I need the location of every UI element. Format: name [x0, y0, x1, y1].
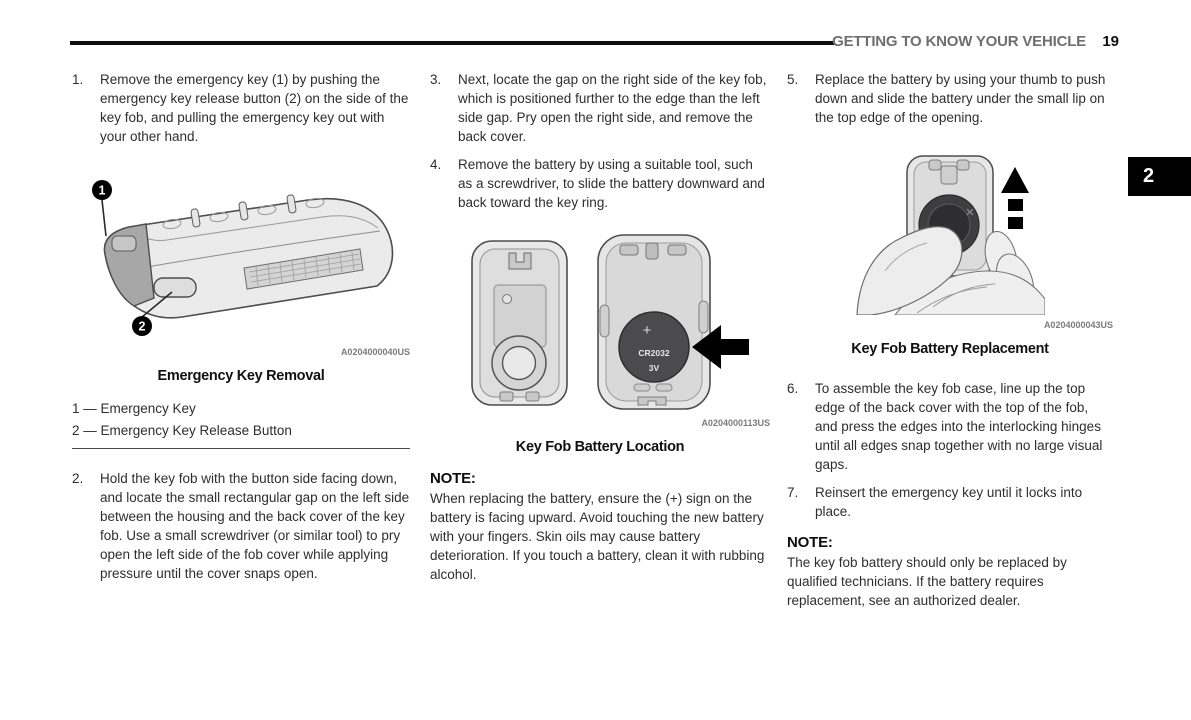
- list-item-7: [787, 483, 1113, 521]
- item-text: Replace the battery by using your thumb to push down and slide the battery under the small lip on the top edge of the opening.: [815, 72, 1106, 125]
- legend-item: 1 — Emergency Key: [72, 401, 196, 416]
- list-item-1: [72, 70, 410, 146]
- list-item-2: [72, 469, 410, 583]
- figure-caption: Emergency Key Removal: [157, 368, 325, 384]
- figure-code: A0204000043US: [1043, 320, 1113, 330]
- item-text: Next, locate the gap on the right side of the key fob, which is positioned further to the edge than the left side gap. Pry open the right side, and remove the back cover.: [458, 72, 767, 144]
- item-number: 2.: [72, 471, 84, 486]
- column-center: [430, 70, 770, 584]
- chapter-tab-number: 2: [1143, 165, 1155, 187]
- figure-code: A0204000040US: [340, 347, 410, 357]
- note-text: When replacing the battery, ensure the (+) sign on the battery is facing upward. Avoid touching the new battery with your fingers. Skin oils may cause battery deterioration. If you touch a battery, clean it with rubbing alcohol.: [430, 491, 765, 582]
- header-rule: [70, 41, 835, 45]
- figure-battery-replacement: [787, 153, 1113, 359]
- figure-code: A0204000113US: [701, 418, 770, 428]
- item-text: Remove the battery by using a suitable tool, such as a screwdriver, to slide the battery downward and back toward the key ring.: [458, 157, 765, 210]
- battery-voltage-label: 3V: [648, 363, 660, 373]
- item-number: 5.: [787, 72, 799, 87]
- item-text: Hold the key fob with the button side facing down, and locate the small rectangular gap on the left side between the housing and the back cover of the key fob. Use a small screwdriver (or similar tool) to pry open the left side of the fob cover while applying pressure until the cover snaps open.: [100, 471, 410, 581]
- list-item-5: [787, 70, 1113, 127]
- legend-item: 2 — Emergency Key Release Button: [72, 423, 292, 438]
- figure-caption: Key Fob Battery Location: [515, 439, 685, 455]
- item-text: Remove the emergency key (1) by pushing the emergency key release button (2) on the side of the key fob, and pulling the emergency key out with your other hand.: [100, 72, 409, 144]
- callout-2-number: 2: [138, 319, 146, 334]
- item-text: Reinsert the emergency key until it locks into place.: [815, 485, 1083, 519]
- list-item-6: [787, 379, 1113, 474]
- note-text: The key fob battery should only be replaced by qualified technicians. If the battery requires replacement, see an authorized dealer.: [787, 555, 1067, 608]
- slide-up-arrow-icon: [1001, 167, 1029, 229]
- list-item-4: [430, 155, 770, 212]
- callout-1-number: 1: [98, 183, 106, 198]
- header-chapter-title: GETTING TO KNOW YOUR VEHICLE: [832, 33, 1086, 50]
- figure-emergency-key-removal: [72, 176, 410, 386]
- figure-battery-location: [430, 229, 770, 457]
- item-number: 7.: [787, 485, 799, 500]
- battery-plus-label: +: [642, 322, 652, 339]
- callout-1-leader: [102, 200, 106, 236]
- note-label: NOTE:: [430, 470, 476, 487]
- item-number: 3.: [430, 72, 442, 87]
- chapter-tab: [1128, 157, 1191, 196]
- item-number: 1.: [72, 72, 84, 87]
- item-number: 4.: [430, 157, 442, 172]
- battery-model-label: CR2032: [638, 348, 670, 358]
- column-left: [72, 70, 410, 592]
- list-item-3: [430, 70, 770, 146]
- column-right: [787, 70, 1113, 610]
- figure-caption: Key Fob Battery Replacement: [851, 341, 1049, 357]
- note-label: NOTE:: [787, 534, 833, 551]
- figure-legend: [72, 398, 410, 449]
- page-number: 19: [1102, 33, 1119, 50]
- key-fob-open-illustration: [450, 229, 750, 413]
- key-fob-side-illustration: [72, 176, 410, 342]
- item-text: To assemble the key fob case, line up the top edge of the back cover with the top of the fob, and press the edges into the interlocking hinges until all edges snap together with no large visual gaps.: [815, 381, 1103, 472]
- thumb-press-illustration: [855, 153, 1045, 315]
- item-number: 6.: [787, 381, 799, 396]
